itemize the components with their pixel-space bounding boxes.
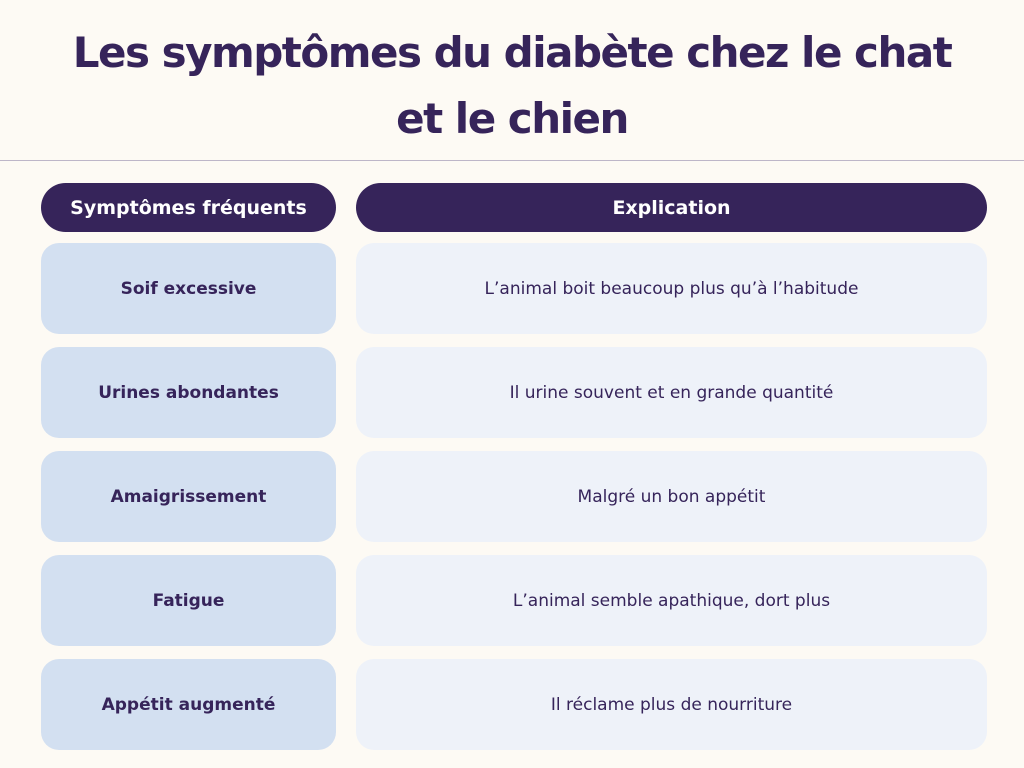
symptom-cell: Appétit augmenté <box>41 659 336 750</box>
symptom-cell: Fatigue <box>41 555 336 646</box>
explanation-cell: Il réclame plus de nourriture <box>356 659 987 750</box>
explanation-cell: L’animal semble apathique, dort plus <box>356 555 987 646</box>
table-row <box>0 659 1024 750</box>
header-symptoms: Symptômes fréquents <box>41 183 336 232</box>
explanation-cell: Il urine souvent et en grande quantité <box>356 347 987 438</box>
table-row <box>0 243 1024 334</box>
symptom-cell: Urines abondantes <box>41 347 336 438</box>
explanation-cell: Malgré un bon appétit <box>356 451 987 542</box>
page-title: Les symptômes du diabète chez le chat et le chien <box>72 28 952 143</box>
table-row <box>0 347 1024 438</box>
explanation-cell: L’animal boit beaucoup plus qu’à l’habitude <box>356 243 987 334</box>
table-row <box>0 555 1024 646</box>
symptom-cell: Soif excessive <box>41 243 336 334</box>
symptom-cell: Amaigrissement <box>41 451 336 542</box>
table-row <box>0 451 1024 542</box>
header-explanation: Explication <box>356 183 987 232</box>
title-divider <box>0 160 1024 161</box>
